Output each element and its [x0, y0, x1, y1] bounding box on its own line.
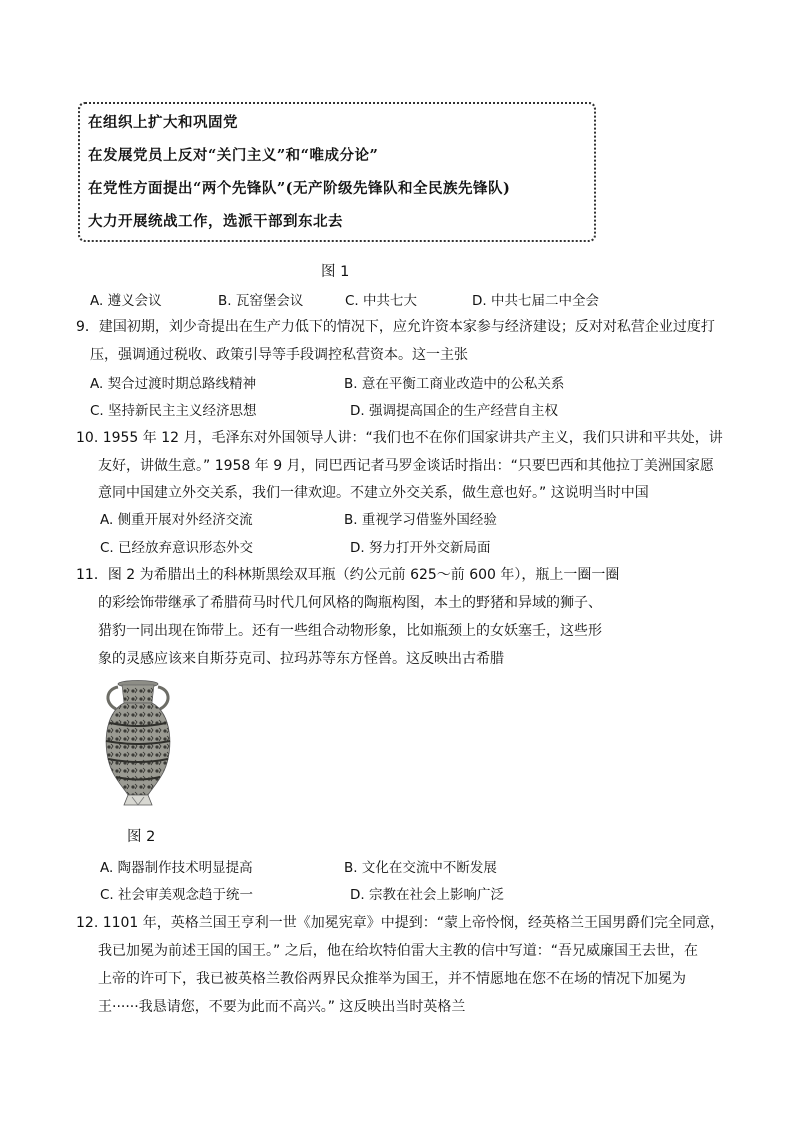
q10-option-d: D. 努力打开外交新局面 [350, 540, 491, 556]
q11-text-line: 象的灵感应该来自斯芬克司、拉玛苏等东方怪兽。这反映出古希腊 [98, 651, 504, 667]
q8-option-b: B. 瓦窑堡会议 [218, 293, 304, 309]
q11-option-d: D. 宗教在社会上影响广泛 [350, 887, 504, 903]
q9-option-a: A. 契合过渡时期总路线精神 [90, 376, 257, 392]
amphora-image [98, 679, 178, 811]
q9-text-line: 9．建国初期，刘少奇提出在生产力低下的情况下，应允许资本家参与经济建设；反对对私营企业过度打 [76, 319, 715, 335]
figure1-line: 在发展党员上反对“关门主义”和“唯成分论” [88, 147, 379, 164]
q11-option-c: C. 社会审美观念趋于统一 [100, 887, 254, 903]
q11-text-line: 猎豹一同出现在饰带上。还有一些组合动物形象，比如瓶颈上的女妖塞壬，这些形 [98, 623, 602, 639]
q10-text-line: 友好，讲做生意。” 1958 年 9 月，同巴西记者马罗金谈话时指出：“只要巴西和其他拉丁美洲国家愿 [98, 458, 714, 474]
q10-text-line: 意同中国建立外交关系，我们一律欢迎。不建立外交关系，做生意也好。” 这说明当时中国 [98, 485, 649, 501]
q12-text-line: 12. 1101 年，英格兰国王亨利一世《加冕宪章》中提到：“蒙上帝怜悯，经英格兰王国男爵们完全同意， [76, 915, 725, 931]
q11-text-line: 11．图 2 为希腊出土的科林斯黑绘双耳瓶（约公元前 625～前 600 年），瓶上一圈一圈 [76, 567, 620, 583]
q8-option-a: A. 遵义会议 [90, 293, 162, 309]
q9-option-b: B. 意在平衡工商业改造中的公私关系 [344, 376, 565, 392]
q8-option-c: C. 中共七大 [345, 293, 418, 309]
figure1-line: 在组织上扩大和巩固党 [88, 114, 238, 131]
q10-option-c: C. 已经放弃意识形态外交 [100, 540, 254, 556]
figure1-line: 大力开展统战工作，选派干部到东北去 [88, 213, 343, 230]
q9-option-d: D. 强调提高国企的生产经营自主权 [350, 403, 558, 419]
q11-option-a: A. 陶器制作技术明显提高 [100, 860, 253, 876]
q10-text-line: 10. 1955 年 12 月，毛泽东对外国领导人讲：“我们也不在你们国家讲共产主义，我们只讲和平共处，讲 [76, 430, 723, 446]
q10-option-b: B. 重视学习借鉴外国经验 [344, 512, 497, 528]
q10-option-a: A. 侧重开展对外经济交流 [100, 512, 253, 528]
q11-option-b: B. 文化在交流中不断发展 [344, 860, 497, 876]
q11-text-line: 的彩绘饰带继承了希腊荷马时代几何风格的陶瓶构图，本土的野猪和异域的狮子、 [98, 595, 602, 611]
q8-option-d: D. 中共七届二中全会 [472, 293, 599, 309]
figure1-caption: 图 1 [321, 264, 350, 280]
q12-text-line: 我已加冕为前述王国的国王。” 之后，他在给坎特伯雷大主教的信中写道：“吾兄威廉国王去世，在 [98, 943, 698, 959]
q12-text-line: 上帝的许可下，我已被英格兰教俗两界民众推举为国王，并不情愿地在您不在场的情况下加冕为 [98, 971, 686, 987]
figure2-caption: 图 2 [127, 829, 156, 845]
q9-option-c: C. 坚持新民主主义经济思想 [90, 403, 257, 419]
figure1-line: 在党性方面提出“两个先锋队”(无产阶级先锋队和全民族先锋队) [88, 180, 511, 197]
q12-text-line: 王······我恳请您，不要为此而不高兴。” 这反映出当时英格兰 [98, 999, 466, 1015]
q9-text-line: 压，强调通过税收、政策引导等手段调控私营资本。这一主张 [90, 347, 468, 363]
